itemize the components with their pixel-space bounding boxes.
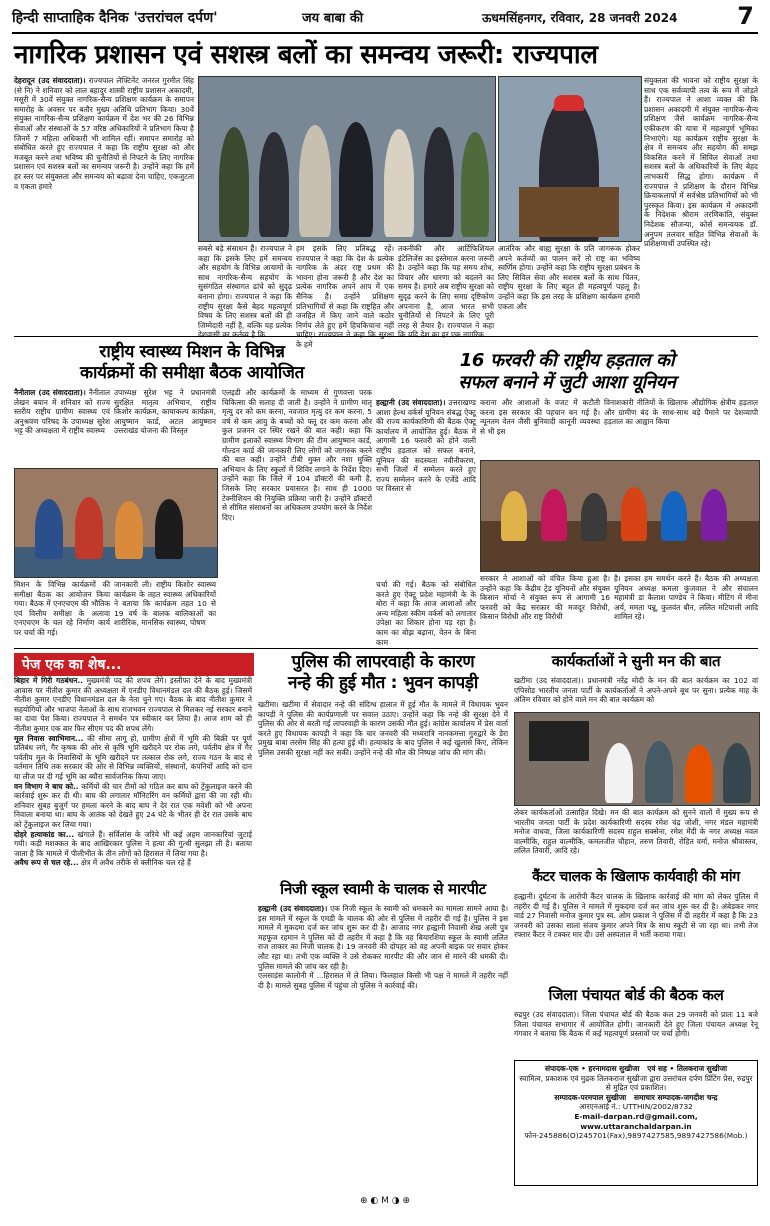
strike-col-1: हल्द्वानी (उद संवाददाता)। उत्तराखण्ड आशा हेल्थ वर्कर्स यूनियन संबद्ध ऐक्टू की राज्य कार्यकारिणी की बैठक ऐक्टू कार्यालय में आयोजित हुई। बैठक में आगामी 16 फरवरी को होने वाली राष्ट्रीय हड़ताल को सफल बनाने, यूनियन की सदस्यता नवीनीकरण, सभी जिलों में सम्मेलन करते हुए राज्य सम्मेलन करने के एजेंडे आदि पर विस्तार से: [376, 398, 476, 494]
strike-caption-3: है। इसका हम समर्थन करते हैं। बैठक की अध्यक्षता यूनियन अध्यक्ष कमला कुंजवाल ने और संचालन महामंत्री डा कैलाश पाण्डेय ने किया। मीटिंग में मीना अर्य, ममता पन्नू, कुलवंत बौन, ललित मटियाली आदि शामिल रहे।: [614, 574, 758, 622]
strike-caption-2: सरकार ने आशाओं को वंचित किया हुआ है। उन्होंने कहा कि केंद्रीय ट्रेड यूनियनों और संयुक्त किसान मोर्चा ने संयुक्त रूप से आगामी 16 फरवरी को केंद्र सरकार की मजदूर विरोधी, किसान विरोधी और राष्ट्र विरोधी: [480, 574, 610, 622]
driver-body: हल्द्वानी। दुर्घटना के आरोपी कैंटर चालक के खिलाफ कार्रवाई की मांग को लेकर पुलिस में तहरीर दी गई है। पुलिस ने मामले में मुकदमा दर्ज कर जांच शुरू कर दी है। अंबेडकर नगर वार्ड 27 निवासी मनोज कुमार पुत्र स्व. ओम प्रकाश ने पुलिस में दी तहरीर में कहा है कि 23 जनवरी को उसका साला संजय कुमार अपने मित्र के साथ स्कूटी से जा रहा था। तभी तेज रफ्तार कैंटर ने टक्कर मार दी। उसे अस्पताल में भर्ती कराया गया।: [514, 892, 758, 940]
lead-photo-group: [198, 76, 496, 242]
lead-col-1: देहरादून (उद संवाददाता)। राज्यपाल लेफ्टिनेंट जनरल गुरमीत सिंह (से नि) ने शनिवार को लाल बहादुर शास्त्री राष्ट्रीय प्रशासन अकादमी, मसूरी में 30वें संयुक्त नागरिक-सैन्य प्रशिक्षण कार्यक्रम के समापन समारोह के अवसर पर बतौर मुख्य अतिथि प्रतिभाग किया। 30वें संयुक्त नागरिक-सैन्य प्रशिक्षण कार्यक्रम में देश भर की 26 विभिन्न सेवाओं और संस्थाओं के 57 वरिष्ठ अधिकारियों ने प्रतिभाग किया है जिनमें 7 महिला अधिकारी भी शामिल रहीं। समापन समारोह को संबोधित करते हुए राज्यपाल ने कहा कि राष्ट्रीय सुरक्षा को और मजबूत करने तथा भविष्य की चुनौतियों से निपटने के लिए नागरिक प्रशासन एवं सशस्त्र बलों का समन्वय जरूरी है। उन्होंने कहा कि हमें हर स्तर पर संयुक्तता और समन्वय को बढ़ावा देना चाहिए, एकजुटता व एकता हमारे: [14, 76, 194, 191]
dateline: ऊधमसिंहनगर, रविवार, 28 जनवरी 2024: [482, 11, 678, 25]
health-col-3: एलइडी और कार्यक्रमों के माध्यम से गुणवत्ता परक चिकित्सा की सलाह दी जाती है। उन्होंने ने ग्रामीण मातृ मृत्यु दर को कम करना, नवजात मृत्यु दर कम करना, 5 वर्ष से कम आयु के बच्चों को फ्लू दर कम करना और कुल प्रजनन दर स्थिर रखने की बात कही। कहा कि ग्रामीण इलाकों स्वास्थ्य विभाग की टीम आयुष्मान कार्ड, गोल्डन कार्ड की जानकारी लिए लोगों को जागरुक करने की बात कही। उन्होंने टीबी मुक्त और नशा मुक्ति अभियान के लिए स्कूलों में शिविर लगाने के निर्देश दिए। उन्होंने कहा कि जिले में 104 डॉक्टरों की कमी है, जिसके लिए सरकार प्रयासरत है। साथ ही 1000 टेक्नीशियन की नियुक्ति प्रक्रिया जारी है। उन्होंने डॉक्टरों से सीमित संसाधनों का अधिकतम उपयोग करने के निर्देश दिए।: [222, 388, 372, 522]
lead-col-5: आतंरिक और बाह्य सुरक्षा के प्रति जागरूक होकर अपने कर्तव्यों का पालन करें तो राष्ट्र का भविष्य स्वर्णिम होगा। उन्होंने कहा कि राष्ट्रीय सुरक्षा प्रबंधन के लिए सिविल सेवा और सशस्त्र बलों के साथ चिंतन, राष्ट्रीय सुरक्षा के लिए बहुत ही महत्वपूर्ण पहलू है। उन्होंने कहा कि इस तरह के प्रशिक्षण कार्यक्रम हमारी एकता और: [498, 244, 640, 311]
school-headline: निजी स्कूल स्वामी के चालक से मारपीट: [280, 880, 486, 898]
lead-col-4: तकनीकी और आर्टिफिशियल इंटेलिजेंस का इस्तेमाल करना जरूरी है। उन्होंने कहा कि यह समय शोध, विचार और धारणा को बदलने का समय है। हमारे अब राष्ट्रीय सुरक्षा को सुदृढ़ करने के लिए समग्र दृष्टिकोण अपनाना है, आज भारत सभी चुनौतियों से निपटने के लिए पूरी तरह से तैयार है। राज्यपाल ने कहा कि यदि देश का हर एक नागरिक: [398, 244, 494, 340]
workers-body-2: लेकर कार्यकर्ताओं उत्साहित दिखे। मन की बात कार्यक्रम को सुनने वालों में मुख्य रूप से भारतीय जनता पार्टी के प्रदेश कार्यकारिणी सदस्य रमेश चंद्र जोशी, नगर मंडल महामंत्री मनोज वाधवा, जिला कार्यकारिणी सदस्य राहुल सक्सेना, रमेश मेंदी के नगर अध्यक्ष नवल वाल्मीकि, राहुल वाल्मीकि, कमलजीत चौहान, तरुण तिवारी, रोहित वर्मा, मनोज श्रीवास्तव, ललित तिवारी, आदि रहे।: [514, 808, 758, 856]
panchayat-headline: जिला पंचायत बोर्ड की बैठक कल: [548, 986, 724, 1004]
health-col-1: नैनीताल (उद संवाददाता)। नैनीताल लेखन बयान में शनिवार को राज्य स्तरीय राष्ट्रीय ग्रामीण स्वास्थ्य एवं अनुश्रवण परिषद के उपाध्यक्ष सुरेश भट्ट की अध्यक्षता में राष्ट्रीय स्वास्थ्य: [14, 388, 111, 436]
lead-dateline: देहरादून (उद संवाददाता)।: [14, 76, 86, 85]
continued-column: बिहार में गिरी गठबंधन.. मुख्यमंत्री पद की शपथ लेंगे। इस्तीफा देने के बाद मुख्यमंत्री आवास पर नीतीश कुमार की अध्यक्षता में एनडीए विधानमंडल दल की बैठक हुई। जिसमें नीतीश कुमार एनडीए विधानमंडल दल के नेता चुने गए। बैठक के बाद नीतीश कुमार ने सहयोगियों और भाजपा नेताओं के साथ राजभवन राज्यपाल से मिलकर नई सरकार बनाने का दावा पेश किया। राज्यपाल ने समर्थन पत्र स्वीकार कर लिया है। आज शाम को ही नीतीश कुमार एक बार फिर सीएम पद की शपथ लेंगे। मूल निवास स्वाभिमान... की सीमा लागू हो, ग्रामीण क्षेत्रों में भूमि की बिक्री पर पूर्ण प्रतिबंध लगे, गैर कृषक की ओर से कृषि भूमि खरीदने पर रोक लगे, पर्वतीय क्षेत्र में गैर पर्वतीय मूल के निवासियों के भूमि खरीदने पर तत्काल रोक लगे, राज्य गठन के बाद से वर्तमान तिथि तक सरकार की ओर से विभिन्न व्यक्तियों, संस्थानों, कंपनियों आदि को दान या लीज पर दी गई भूमि का ब्यौरा सार्वजनिक किया जाए। वन विभाग ने बाघ को.. कर्मियों की चार टीमों को गठित कर बाघ को ट्रेंकुलाइज करने की कार्रवाई शुरू कर दी थी। बाघ की लगातार मॉनिटरिंग वन कर्मियों द्वारा की जा रही थी। शनिवार सुबह बुजुर्ग पर हमला करने के बाद बाघ ने देर रात एक मवेशी को भी अपना निवाला बनाया था। बाघ के आतंक को देखते हुए 24 घंटे के भीतर ही देर रात उसके बाघ को ट्रेंकुलाइज कर लिया गया। दोहरे हत्याकांड का... खंगाले हैं। सर्विलांस के जरिये भी कई अहम जानकारियां जुटाई गयी। कड़ी मशक्कत के बाद आखिरकार पुलिस ने हत्या की गुत्थी सुलझा ली है। बताया जाता है कि मामले में पीलीभीत के तीन लोगों को हिरासत में लिया गया है। अवैध रूप से चल रहे... क्षेत्र में अवैध तरीके से क्लीनिक चल रहे हैं: [14, 676, 252, 868]
lead-col-6: संयुक्तता की भावना को राष्ट्रीय सुरक्षा के साथ एक सर्वव्यापी तत्व के रूप में जोड़ते हैं। राज्यपाल ने आशा व्यक्त की कि प्रशासन अकादमी में संयुक्त नागरिक-सैन्य प्रशिक्षण जैसे कार्यक्रम नागरिक-सैन्य एकीकरण की यात्रा में महत्वपूर्ण भूमिका निभाएंगे। यह कार्यक्रम राष्ट्रीय सुरक्षा के क्षेत्र में समन्वय और सहयोग की समझ विकसित करने में सिविल सेवाओं तथा सशस्त्र बलों के अधिकारियों के लिए बेहद लाभकारी सिद्ध होगा। कार्यक्रम में राज्यपाल ने प्रशिक्षण के दौरान विभिन्न क्रियाकलापों में सर्वश्रेष्ठ प्रतिभागियों को भी पुरस्कृत किया। इस कार्यक्रम में अकादमी के निदेशक श्रीराम तरणिकांति, संयुक्त निदेशक सौजन्या, कोर्स समन्वयक डॉ. अनुपम तलवार सहित विभिन्न सेवाओं के प्रशिक्षणार्थी उपस्थित रहे।: [644, 76, 758, 249]
police-body: खटीमा। खटीमा में सेवादार नन्हे की संदिग्ध हालात में हुई मौत के मामले में विधायक भुवन कापड़ी ने पुलिस की कार्यप्रणाली पर सवाल उठाए। उन्होंने कहा कि नन्हे की सुरक्षा देने में पुलिस की ओर से बरती गई लापरवाही के कारण उसकी मौत हुई। कांग्रेस कार्यालय में प्रेस वार्ता करते हुए विधायक कापड़ी ने कहा कि चार जनवरी की मध्यरात्रि नानकमत्ता गुरुद्वारे के डेरा प्रमुख बाबा तरसेम सिंह की हत्या हुई थी। हत्याकांड के बाद पुलिस ने कई खुलासे किए, लेकिन पुलिस उसकी सुरक्षा नहीं कर सकी। उन्होंने नन्हे की मौत की निष्पक्ष जांच की मांग की।: [258, 700, 508, 757]
lead-photo-governor: [498, 76, 642, 242]
workers-body-1: खटीमा (उद संवाददाता)। प्रधानमंत्री नरेंद्र मोदी के मन की बात कार्यक्रम का 102 वां एपिसोड भारतीय जनता पार्टी के कार्यकर्ताओं ने अपने-अपने बूथ पर सुना। प्रत्येक माह के अंतिम रविवार को होने वाले मन की बात कार्यक्रम को: [514, 676, 758, 705]
imprint-box: संपादक-एक • हरनामदास सुखीजा एवं सह • तिलकराज सुखीजा स्वामित्व, प्रकाशक एवं मुद्रक तिलकराज सुखीजा द्वारा उत्तरांचल दर्पण प्रिंटिंग प्रेस, रुद्रपुर से मुद्रित एवं प्रकाशित। सम्पादक-परमपाल सुखीजा समाचार सम्पादक-जगदीश चन्द्र आरएनआई नं.: UTTHIN/2002/8732 E-mail-darpan.rd@gmail.com, www.uttaranchaldarpan.in फोन-245886(O)245701(Fax),9897427585,9897427586(Mob.): [514, 1060, 758, 1186]
panchayat-body: रुद्रपुर (उद संवाददाता)। जिला पंचायत बोर्ड की बैठक कल 29 जनवरी को प्रातः 11 बजे जिला पंचायत सभागार में आयोजित होगी। जानकारी देते हुए जिला पंचायत अध्यक्ष रेनू गंगवार ने बताया कि बैठक में कई महत्वपूर्ण प्रस्तावों पर चर्चा होगी।: [514, 1010, 758, 1039]
workers-headline: कार्यकर्ताओं ने सुनी मन की बात: [551, 652, 721, 670]
strike-photo: [480, 460, 760, 572]
lead-col-3: हम इसके लिए प्रतिबद्ध रहें। राज्यपाल ने कहा कि देश के प्रत्येक नागरिक के अंदर राष्ट्र प्रथम की भावना होना जरूरी है और देश का प्रत्येक नागरिक अपने आप में एक सैनिक है। उन्होंने प्रशिक्षण प्रतिभागियों से कहा कि राष्ट्रहित और जनहित में किए जाने वाले कठोर निर्णय लेते हुए हमें हिचकिचाना नहीं चाहिए। राज्यपाल ने कहा कि सुरक्षा के हमें: [296, 244, 394, 349]
strike-col-3: विनाशकारी नीतियों के खिलाफ औद्योगिक क्षेत्रीय हड़ताल और ग्रामीण बंद के साथ-साथ बड़े पैमाने पर देशव्यापी हड़ताल का आह्वान किया: [604, 398, 758, 427]
police-headline: पुलिस की लापरवाही के कारण नन्हे की हुई मौत : भुवन कापड़ी: [287, 652, 479, 693]
health-caption-2: जानकारी ली। राष्ट्रीय किशोर स्वास्थ्य कार्यक्रम के तहत स्वास्थ्य अधिकारियों ने बताया कि कार्यक्रम तहत 10 से 19 वर्ष के बालक बालिकाओं का शारीरिक, मानसिक स्वास्थ्य, पोषण: [114, 580, 216, 628]
lead-col-2: सबसे बड़े संसाधन हैं। राज्यपाल ने कहा कि इसके लिए हमें समन्वय और सहयोग के विभिन्न आयामों के साथ नागरिक-सैन्य सहयोग के सुसंगठित संस्थागत ढांचे को सुदृढ़ बनाना होगा। राज्यपाल ने कहा कि राष्ट्रीय सुरक्षा कैसे बेहद महत्वपूर्ण विषय के लिए सशस्त्र बलों की ही जिम्मेदारी नहीं है, बल्कि यह प्रत्येक देशवासी का कर्तव्य है कि: [198, 244, 292, 340]
driver-headline: कैंटर चालक के खिलाफ कार्यवाही की मांग: [532, 869, 740, 885]
workers-photo: [514, 712, 760, 806]
health-photo: [14, 468, 218, 578]
masthead-slogan: जय बाबा की: [302, 11, 364, 26]
paper-name: हिन्दी साप्ताहिक दैनिक 'उत्तरांचल दर्पण': [12, 10, 218, 26]
lead-headline: नागरिक प्रशासन एवं सशस्त्र बलों का समन्वय जरूरी: राज्यपाल: [14, 40, 598, 70]
registration-marks: ⊕ ◐ M ◑ ⊕: [360, 1196, 410, 1206]
strike-caption-1: चर्चा की गई। बैठक को संबोधित करते हुए ऐक्टू प्रदेश महामंत्री के के बोरा ने कहा कि आज आशाओं और अन्य महिला स्कीम वर्कर्स को लगातार उपेक्षा का शिकार होना पड़ रहा है। काम का बोझ बढ़ाना, वेतन के बिना काम: [376, 580, 476, 647]
page-number: 7: [737, 2, 754, 30]
health-headline: राष्ट्रीय स्वास्थ्य मिशन के विभिन्न कार्यक्रमों की समीक्षा बैठक आयोजित: [79, 342, 304, 383]
strike-headline: 16 फरवरी की राष्ट्रीय हड़ताल को सफल बनाने में जुटी आशा यूनियन: [458, 350, 676, 393]
masthead: [12, 2, 758, 34]
school-body: हल्द्वानी (उद संवाददाता)। एक निजी स्कूल के स्वामी को धमकाने का मामला सामने आया है। इस मामले में स्कूल के एमडी के चालक की ओर से पुलिस में तहरीर दी गई है। पुलिस ने इस मामले में मुकदमा दर्ज कर जांच शुरू कर दी है। आजाद नगर हल्द्वानी निवासी शेख अली पुत्र महफूज रहमान ने पुलिस को दी तहरीर में कहा है कि वह बियारशिया स्कूल के स्वामी ललित राज ताकार का निजी चालक है। 19 जनवरी की दोपहर को वह अपनी बाइक पर सवार होकर लौट रहा था। तभी एक व्यक्ति ने उसे रोककर मारपीट की और जान से मारने की धमकी दी। पुलिस मामले की जांच कर रही है। एलसाड़ंस कालोनी में ...हिरासत में ले लिया। फिलहाल किसी भी पक्ष ने मामले में तहरीर नहीं दी है। मामले सुबह पुलिस में पहुंचा तो पुलिस ने कार्रवाई की।: [258, 904, 508, 990]
strike-col-2: कराना और आशाओं के वजट में कटौती करना इस सरकार की पहचान बन गई है। न्यूनतम वेतन जैसी बुनियादी कानूनी व्यवस्था से भी इस: [480, 398, 600, 436]
health-caption-1: मिशन के विभिन्न कार्यक्रमों की समीक्षा बैठक का आयोजन किया गया। बैठक में एनएचएम की भौतिक एवं वित्तीय समीक्षा के अलावा एनएचएम के चल रहे निर्माण कार्य पर चर्चा की गई।: [14, 580, 110, 637]
health-col-2: उपाध्यक्ष सुरेश भट्ट ने प्रधानमंत्री सुरक्षित मातृत्व अभियान, राष्ट्रीय किशोर कार्यक्रम, कायाकल्प कार्यक्रम, आयुष्मान कार्ड, अटल आयुष्मान उत्तराखंड योजना की विस्तृत: [114, 388, 216, 436]
continued-label: पेज एक का शेष...: [14, 653, 254, 676]
